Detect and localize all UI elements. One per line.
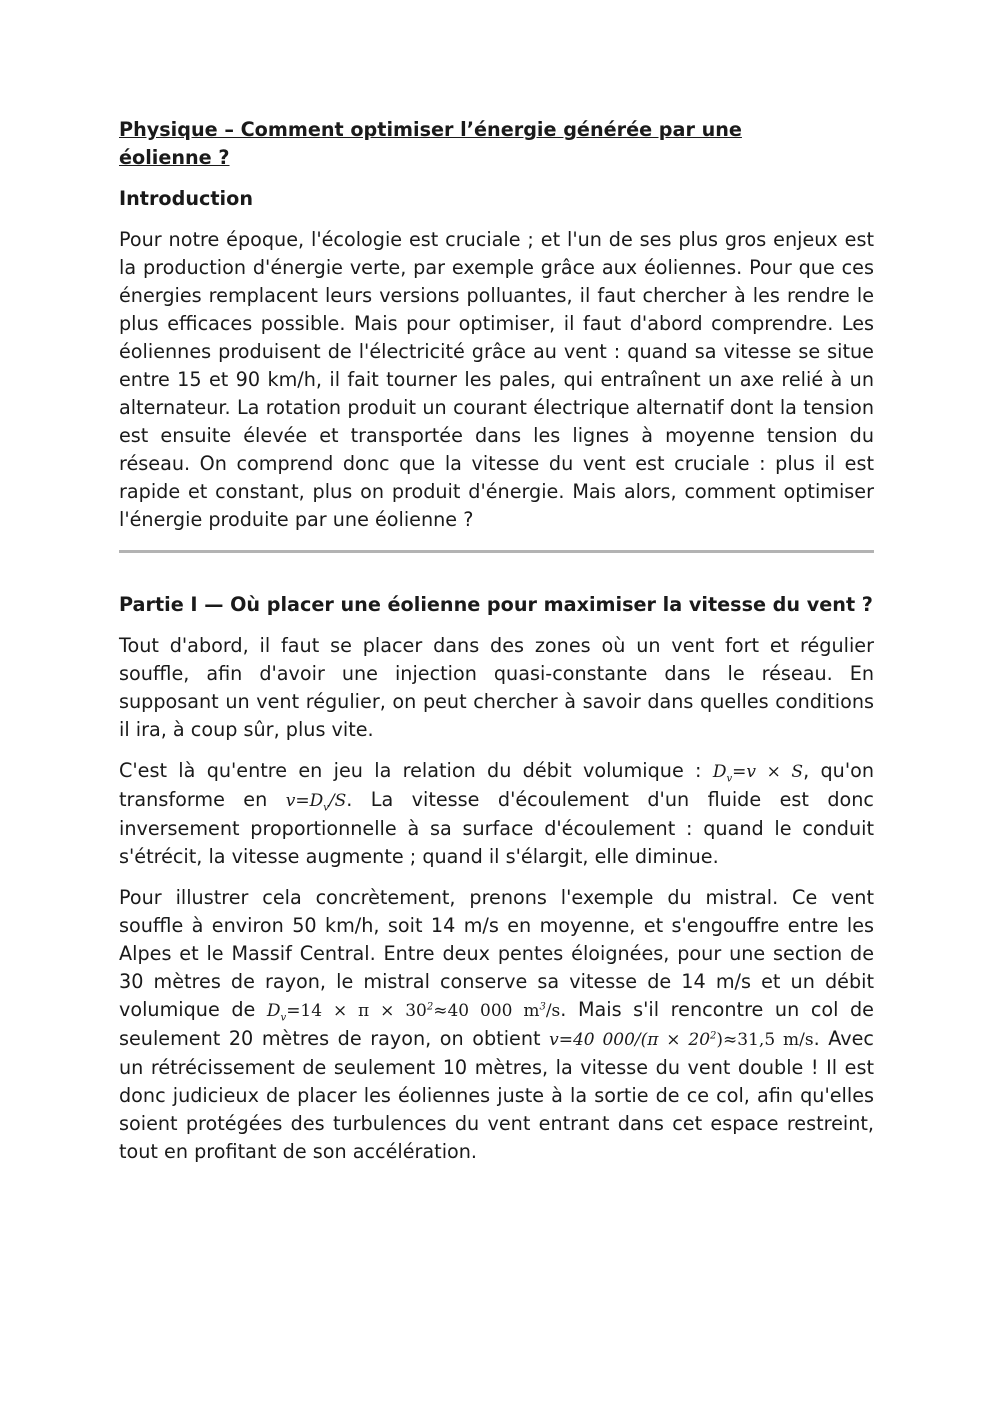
formula-part: ≈40 000 m [433,1001,540,1021]
formula-mistral-velocity [549,1030,814,1050]
formula-part: =14 × π × 30 [286,1001,427,1021]
intro-heading: Introduction [119,187,253,210]
section-divider [119,550,874,553]
formula-subscript: v [280,1012,287,1024]
formula-subscript: v [323,802,329,814]
text-run: . Avec un rétrécissement de seulement 10 mètres, la vitesse du vent double ! Il est donc judicieux de placer les éoliennes juste à la sortie de ce col, afin qu'elles soient protégées des turbulences du vent entrant dans cet espace restreint, tout en profitant de son accélération. [119,1027,874,1163]
formula-part: =v × S [732,762,804,782]
formula-part: v=40 000/(π × 20 [549,1030,711,1050]
document-title: Physique – Comment optimiser l’énergie générée par une éolienne ? [119,118,742,169]
formula-flow-rate [712,762,804,785]
formula-part: D [266,1001,281,1021]
formula-subscript: v [726,773,733,785]
formula-superscript: 3 [539,1001,546,1013]
part1-heading: Partie I — Où placer une éolienne pour maximiser la vitesse du vent ? [119,593,873,616]
text-run: , qu'on transforme en [119,759,874,811]
part1-paragraph-3 [119,884,874,1166]
document-page [119,116,874,1179]
formula-part: v=D [285,791,324,811]
formula-part: /S [328,791,347,811]
part1-paragraph-1: Tout d'abord, il faut se placer dans des zones où un vent fort et régulier souffle, afin d'avoir une injection quasi-constante dans le réseau. En supposant un vent régulier, on peut chercher à savoir dans quelles conditions il ira, à coup sûr, plus vite. [119,634,874,741]
formula-part: D [712,762,727,782]
intro-paragraph: Pour notre époque, l'écologie est cruciale ; et l'un de ses plus gros enjeux est la production d'énergie verte, par exemple grâce aux éoliennes. Pour que ces énergies remplacent leurs versions polluantes, il faut chercher à les rendre le plus efficaces possible. Mais pour optimiser, il faut d'abord comprendre. Les éoliennes produisent de l'électricité grâce au vent : quand sa vitesse se situe entre 15 et 90 km/h, il fait tourner les pales, qui entraînent un axe relié à un alternateur. La rotation produit un courant électrique alternatif dont la tension est ensuite élevée et transportée dans les lignes à moyenne tension du réseau. On comprend donc que la vitesse du vent est cruciale : plus il est rapide et constant, plus on produit d'énergie. Mais alors, comment optimiser l'énergie produite par une éolienne ? [119,228,874,531]
formula-superscript: 2 [426,1001,434,1013]
text-run: . La vitesse d'écoulement d'un fluide est donc inversement proportionnelle à sa surface d'écoulement : quand le conduit s'étrécit, la vitesse augmente ; quand il s'élargit, elle diminue. [119,788,874,868]
formula-mistral-flow [266,1001,561,1024]
formula-part: /s [545,1001,561,1021]
text-run: Pour illustrer cela concrètement, prenons l'exemple du mistral. Ce vent souffle à environ 50 km/h, soit 14 m/s en moyenne, et s'engouffre entre les Alpes et le Massif Central. Entre deux pentes éloignées, pour une section de 30 mètres de rayon, le mistral conserve sa vitesse de 14 m/s et un débit volumique de [119,886,874,1021]
formula-part: )≈31,5 m/s [716,1030,814,1050]
part1-paragraph-2 [119,757,874,871]
text-run: C'est là qu'entre en jeu la relation du débit volumique : [119,759,713,782]
formula-superscript: 2 [710,1030,717,1042]
text-run: . Mais s'il rencontre un col de seulement 20 mètres de rayon, on obtient [119,998,874,1050]
formula-velocity [285,791,347,814]
